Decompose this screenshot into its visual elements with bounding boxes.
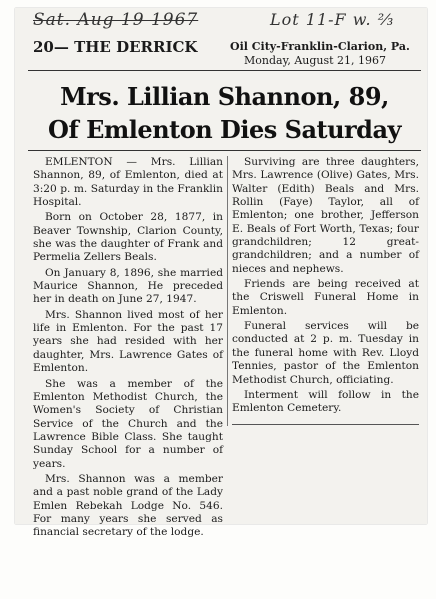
article-paragraph: Funeral services will be conducted at 2 p. m. Tuesday in the funeral home with Rev. Lloyd Tennies, pastor of the Emlenton Methodist Church, officiating. xyxy=(232,320,419,386)
headline-line-2: Of Emlenton Dies Saturday xyxy=(48,115,401,144)
article-paragraph: Friends are being received at the Criswell Funeral Home in Emlenton. xyxy=(232,278,419,317)
article-paragraph: Surviving are three daughters, Mrs. Lawrence (Olive) Gates, Mrs. Walter (Edith) Beals and Mrs. Rollin (Faye) Taylor, all of Emlenton; one brother, Jefferson E. Beals of Fort Worth, Texas; four grandchildren; 12 great-grandchildren; and a number of nieces and nephews. xyxy=(232,156,419,275)
article-paragraph: Interment will follow in the Emlenton Cemetery. xyxy=(232,388,419,415)
handwritten-date-note: Sat. Aug 19 1967 xyxy=(33,10,199,30)
column-divider xyxy=(227,156,228,426)
article-left-column xyxy=(33,156,223,540)
article-right-column xyxy=(232,156,419,416)
article-paragraph: EMLENTON — Mrs. Lillian Shannon, 89, of Emlenton, died at 3:20 p. m. Saturday in the Franklin Hospital. xyxy=(33,156,223,209)
masthead-rule xyxy=(28,70,421,71)
article-paragraph: Born on October 28, 1877, in Beaver Township, Clarion County, she was the daughter of Frank and Permelia Zellers Beals. xyxy=(33,211,223,264)
masthead-date: Monday, August 21, 1967 xyxy=(244,54,387,67)
article-paragraph: Mrs. Shannon was a member and a past noble grand of the Lady Emlen Rebekah Lodge No. 546. For many years she served as financial secretary of the lodge. xyxy=(33,472,223,539)
headline-rule xyxy=(28,150,421,151)
article-paragraph: Mrs. Shannon lived most of her life in Emlenton. For the past 17 years she had resided with her daughter, Mrs. Lawrence Gates of Emlenton. xyxy=(33,308,223,375)
handwritten-lot-note: Lot 11-F w. ⅔ xyxy=(270,10,395,29)
article-paragraph: On January 8, 1896, she married Maurice Shannon, He preceded her in death on June 27, 1947. xyxy=(33,266,223,306)
article-paragraph: She was a member of the Emlenton Methodist Church, the Women's Society of Christian Service of the Church and the Lawrence Bible Class. She taught Sunday School for a number of years. xyxy=(33,377,223,470)
newspaper-masthead: 20— THE DERRICK xyxy=(33,38,198,56)
article-end-rule xyxy=(232,424,419,425)
headline-line-1: Mrs. Lillian Shannon, 89, xyxy=(60,82,389,111)
masthead-location: Oil City-Franklin-Clarion, Pa. xyxy=(230,40,410,53)
